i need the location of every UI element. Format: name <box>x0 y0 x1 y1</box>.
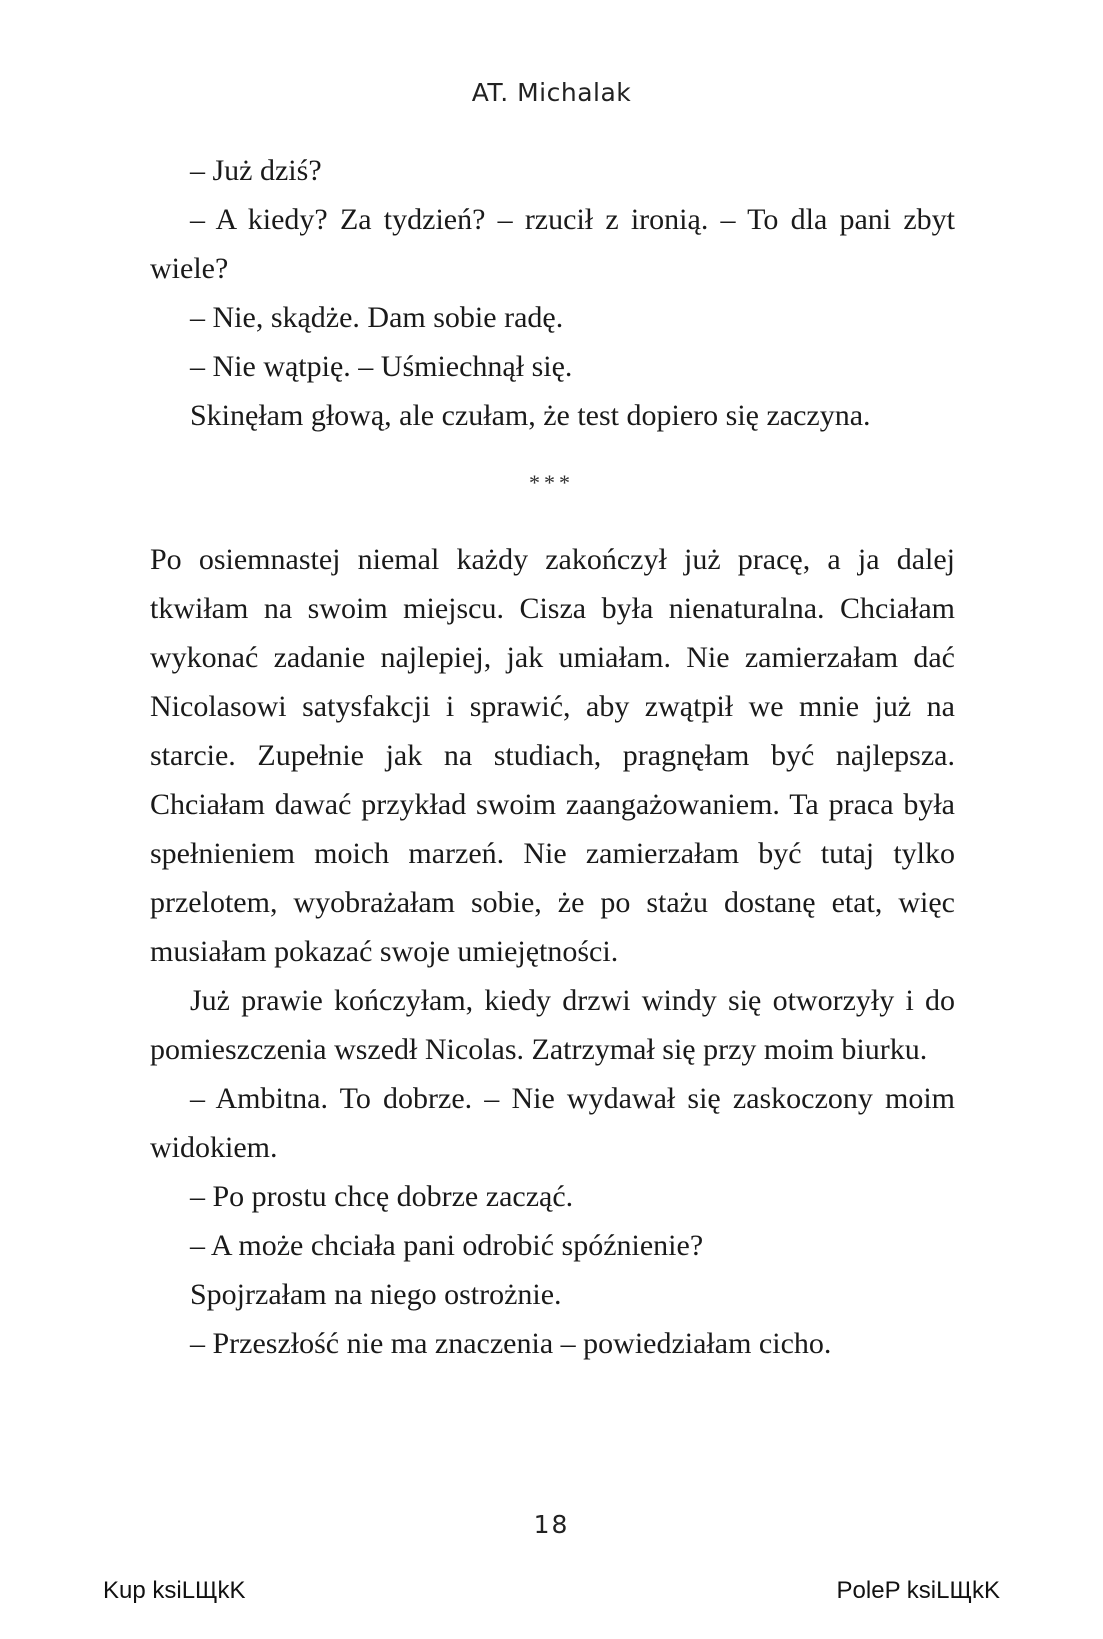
recommend-book-link[interactable]: PoleP ksiLЩkK <box>836 1577 1000 1604</box>
dialogue-line: – Ambitna. To dobrze. – Nie wydawał się zaskoczony moim widokiem. <box>150 1082 955 1164</box>
paragraph: Po osiemnastej niemal każdy zakończył już pracę, a ja dalej tkwiłam na swoim miejscu. Cisza była nienaturalna. Chciałam wykonać zadanie najlepiej, jak umiałam. Nie zamierzałam dać Nicolasowi satysfakcji i sprawić, aby zwątpił we mnie już na starcie. Zupełnie jak na studiach, pragnęłam być najlepsza. Chciałam dawać przykład swoim zaangażowaniem. Ta praca była spełnieniem moich marzeń. Nie zamierzałam być tutaj tylko przelotem, wyobrażałam sobie, że po stażu dostanę etat, więc musiałam pokazać swoje umiejętności. <box>150 543 955 968</box>
section-separator: *** <box>529 470 574 495</box>
body-text <box>150 535 955 1368</box>
running-head: AT. Michalak <box>471 78 632 107</box>
page-number: 18 <box>533 1510 570 1539</box>
narration-line: Skinęłam głową, ale czułam, że test dopiero się zaczyna. <box>190 399 871 432</box>
dialogue-line: – A kiedy? Za tydzień? – rzucił z ironią. – To dla pani zbyt wiele? <box>150 203 955 285</box>
dialogue-line: – A może chciała pani odrobić spóźnienie? <box>190 1229 704 1262</box>
narration-line: Spojrzałam na niego ostrożnie. <box>190 1278 562 1311</box>
dialogue-block <box>150 146 955 440</box>
dialogue-line: – Nie, skądże. Dam sobie radę. <box>190 301 564 334</box>
dialogue-line: – Już dziś? <box>190 154 322 187</box>
buy-book-link[interactable]: Kup ksiLЩkK <box>103 1577 246 1604</box>
dialogue-line: – Nie wątpię. – Uśmiechnął się. <box>190 350 573 383</box>
dialogue-line: – Przeszłość nie ma znaczenia – powiedziałam cicho. <box>190 1327 832 1360</box>
paragraph: Już prawie kończyłam, kiedy drzwi windy się otworzyły i do pomieszczenia wszedł Nicolas. Zatrzymał się przy moim biurku. <box>150 984 955 1066</box>
dialogue-line: – Po prostu chcę dobrze zacząć. <box>190 1180 574 1213</box>
